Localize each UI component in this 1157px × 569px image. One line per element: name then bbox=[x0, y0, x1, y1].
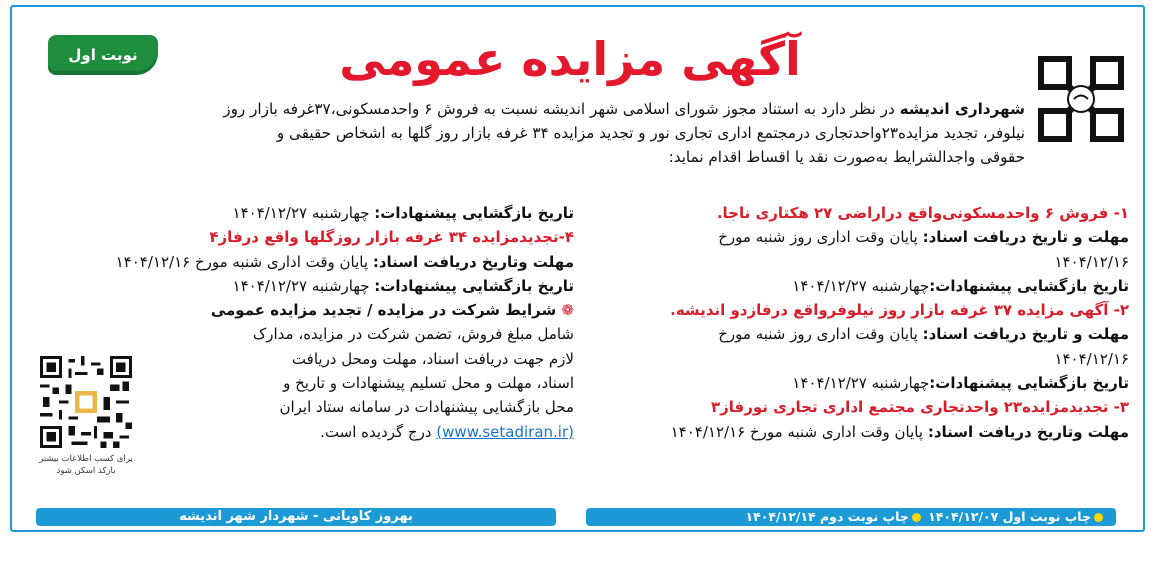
intro-paragraph bbox=[34, 97, 1025, 169]
conditions-title: شرایط شرکت در مزایده / تجدید مزایده عمومی bbox=[210, 301, 562, 320]
item-2-opening-value: چهارشنبه ۱۴۰۴/۱۲/۲۷ bbox=[792, 374, 930, 393]
item-3-opening-value: چهارشنبه ۱۴۰۴/۱۲/۲۷ bbox=[232, 204, 375, 222]
item-1-deadline-value: پایان وقت اداری روز شنبه مورخ bbox=[718, 228, 923, 247]
item-4-deadline-label: مهلت وتاریخ دریافت اسناد: bbox=[372, 252, 574, 271]
intro-line-1: در نظر دارد به استناد مجوز شورای اسلامی شهر اندیشه نسبت به فروش ۶ واحدمسکونی،۳۷غرفه بازار روز bbox=[223, 100, 900, 118]
item-4-opening-label: تاریخ بازگشایی پیشنهادات: bbox=[374, 276, 574, 295]
item-4-title: ۴-تجدیدمزایده ۳۴ غرفه بازار روزگلها واقع درفاز۴ bbox=[209, 228, 574, 247]
yellow-dot-icon bbox=[912, 513, 921, 522]
conditions-end: درج گردیده است. bbox=[320, 422, 437, 441]
conditions-line-4: محل بازگشایی پیشنهادات در سامانه ستاد ایران bbox=[279, 398, 574, 417]
right-column bbox=[614, 201, 1129, 444]
item-4-opening-value: چهارشنبه ۱۴۰۴/۱۲/۲۷ bbox=[232, 276, 375, 295]
qr-code-icon[interactable] bbox=[40, 356, 132, 448]
item-3-deadline-label: مهلت وتاریخ دریافت اسناد: bbox=[927, 422, 1129, 441]
item-2-deadline-value: پایان وقت اداری روز شنبه مورخ bbox=[718, 325, 923, 344]
signature-bar: بهروز کاویانی - شهردار شهر اندیشه bbox=[36, 508, 556, 526]
item-1-deadline-date: ۱۴۰۴/۱۲/۱۶ bbox=[1054, 252, 1129, 271]
ad-frame bbox=[10, 5, 1145, 532]
intro-line-2: نیلوفر، تجدید مزایده۲۳واحدتجاری درمجتمع اداری تجاری نور و تجدید مزایده ۳۴ غرفه بازار روز گلها به اشخاص حقیقی و bbox=[276, 124, 1025, 142]
item-3-title: ۳- تجدیدمزایده۲۳ واحدتجاری مجتمع اداری تجاری نورفاز۳ bbox=[710, 398, 1129, 417]
print-dates-bar bbox=[586, 508, 1116, 526]
flower-bullet-icon: ❁ bbox=[561, 301, 574, 320]
item-2-opening-label: تاریخ بازگشایی پیشنهادات: bbox=[929, 374, 1129, 393]
conditions-line-2: لازم جهت دریافت اسناد، مهلت ومحل دریافت bbox=[291, 349, 574, 368]
item-2-deadline-label: مهلت و تاریخ دریافت اسناد: bbox=[922, 325, 1129, 344]
setadiran-link[interactable]: (www.setadiran.ir) bbox=[436, 422, 574, 441]
page-title: آگهی مزایده عمومی bbox=[339, 32, 801, 86]
ad-content bbox=[20, 13, 1135, 524]
municipality-name: شهرداری اندیشه bbox=[899, 100, 1025, 118]
yellow-dot-icon bbox=[1094, 513, 1103, 522]
andisheh-municipality-logo bbox=[1033, 51, 1129, 147]
item-1-deadline-label: مهلت و تاریخ دریافت اسناد: bbox=[922, 228, 1129, 247]
item-1-title: ۱- فروش ۶ واحدمسکونی‌واقع دراراضی ۲۷ هکتاری ناجا. bbox=[716, 204, 1129, 222]
conditions-line-1: شامل مبلغ فروش، تضمن شرکت در مزایده، مدارک bbox=[252, 325, 574, 344]
intro-line-3: حقوقی واجدالشرایط به‌صورت نقد یا اقساط اقدام نماید: bbox=[668, 148, 1025, 166]
print-date-first: چاپ نوبت اول ۱۴۰۴/۱۲/۰۷ bbox=[928, 509, 1091, 524]
item-2-title: ۲- آگهی مزایده ۳۷ غرفه بازار روز نیلوفرواقع درفازدو اندیشه. bbox=[670, 301, 1129, 320]
conditions-line-3: اسناد، مهلت و محل تسلیم پیشنهادات و تاریخ و bbox=[283, 374, 574, 393]
first-round-badge: نوبت اول bbox=[48, 35, 158, 75]
qr-note: برای کسب اطلاعات بیشتر بارکد اسکن شود bbox=[39, 454, 133, 476]
item-3-deadline-value: پایان وقت اداری شنبه مورخ ۱۴۰۴/۱۲/۱۶ bbox=[670, 422, 928, 441]
item-1-opening-label: تاریخ بازگشایی پیشنهادات: bbox=[929, 276, 1129, 295]
item-4-deadline-value: پایان وقت اداری شنبه مورخ ۱۴۰۴/۱۲/۱۶ bbox=[115, 252, 373, 271]
print-date-second: چاپ نوبت دوم ۱۴۰۴/۱۲/۱۴ bbox=[745, 509, 909, 524]
item-2-deadline-date: ۱۴۰۴/۱۲/۱۶ bbox=[1054, 349, 1129, 368]
item-1-opening-value: چهارشنبه ۱۴۰۴/۱۲/۲۷ bbox=[792, 276, 930, 295]
item-3-opening-label: تاریخ بازگشایی پیشنهادات: bbox=[374, 204, 574, 222]
